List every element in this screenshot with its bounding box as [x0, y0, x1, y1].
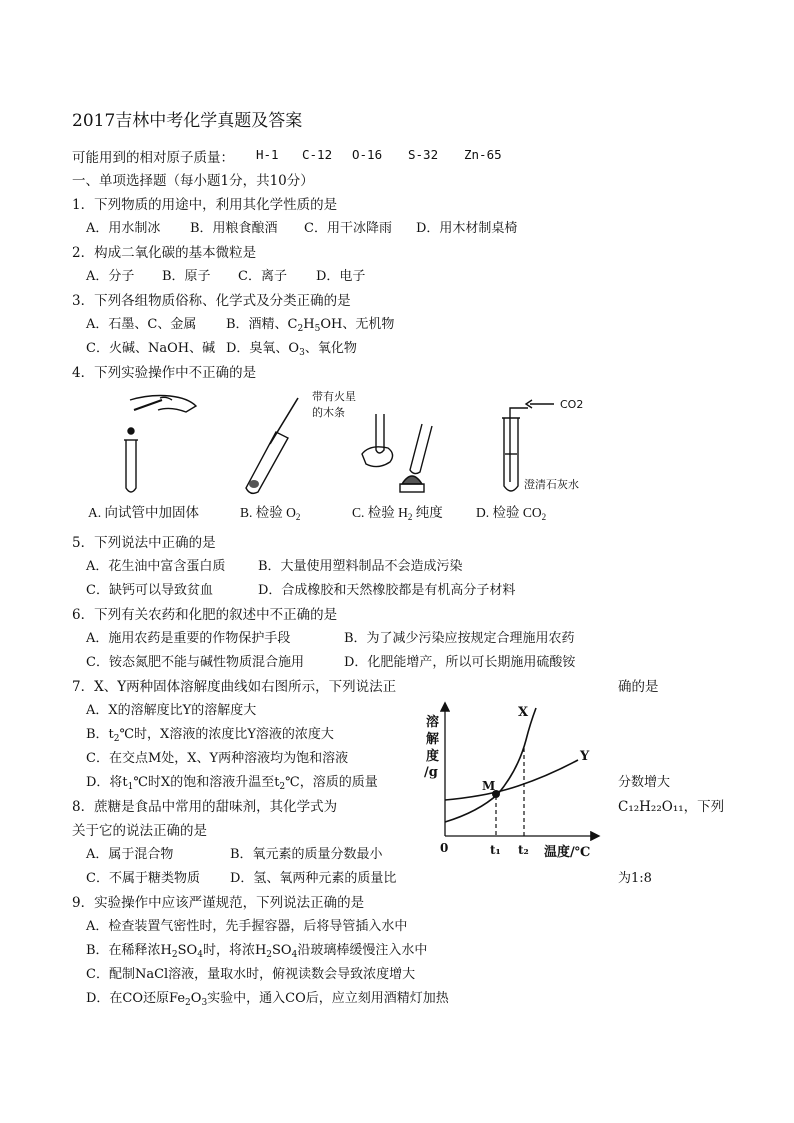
section-heading: 一、单项选择题（每小题1分，共10分） [72, 173, 314, 189]
q3-option-b: B．酒精、$C_2H_5OH$、无机物 [226, 317, 395, 334]
q3-option-d: D．臭氧、$O_3$、氧化物 [226, 341, 357, 358]
graph-origin: 0 [440, 841, 449, 855]
q1-option-b: B．用粮食酿酒 [190, 221, 278, 236]
atomic-mass-c: C-12 [302, 147, 333, 162]
q2-stem: 2．构成二氧化碳的基本微粒是 [72, 245, 257, 261]
page-title: 2017吉林中考化学真题及答案 [72, 111, 303, 131]
q4-caption-c: C. 检验 $H_2$ 纯度 [352, 505, 443, 522]
q4-caption-b: B. 检验 $O_2$ [240, 505, 301, 522]
graph-yunit: /g [424, 765, 438, 780]
graph-ylabel-1: 溶 [426, 715, 440, 730]
figure-c-hydrogen-test [362, 414, 432, 492]
graph-ylabel-3: 度 [426, 749, 440, 764]
q9-option-d: D．在CO还原$Fe_2O_3$实验中，通入CO后，应立刻用酒精灯加热 [86, 991, 449, 1008]
q8-stem-2: 关于它的说法正确的是 [72, 823, 207, 839]
q2-option-c: C．离子 [238, 269, 287, 284]
q9-stem: 9．实验操作中应该严谨规范，下列说法正确的是 [72, 895, 365, 911]
q1-stem: 1．下列物质的用途中，利用其化学性质的是 [72, 197, 338, 213]
tick-t1: t₁ [490, 843, 501, 857]
solubility-graph [418, 696, 604, 866]
figure-a-test-tube [124, 396, 196, 493]
q8-option-c: C．不属于糖类物质 [86, 871, 200, 886]
q8-option-a: A．属于混合物 [86, 847, 174, 862]
q3-option-c: C．火碱、NaOH、碱 [86, 341, 216, 356]
q6-option-d: D．化肥能增产，所以可长期施用硫酸铵 [344, 655, 576, 670]
q3-option-a: A．石墨、C、金属 [86, 317, 197, 332]
q7-option-d-end: 分数增大 [618, 775, 671, 790]
point-m-label: M [482, 779, 496, 793]
q8-option-d-end: 为1:8 [618, 871, 652, 886]
q7-option-d: D．将$t_1℃$时X的饱和溶液升温至$t_2℃$，溶质的质量 [86, 775, 378, 792]
curve-y [445, 760, 578, 800]
q8-stem: 8．蔗糖是食品中常用的甜味剂，其化学式为 [72, 799, 338, 815]
q2-option-a: A．分子 [86, 269, 135, 284]
q9-option-b: B．在稀释浓$H_2SO_4$时，将浓$H_2SO_4$沿玻璃棒缓慢注入水中 [86, 943, 428, 960]
q9-option-a: A．检查装置气密性时，先手握容器，后将导管插入水中 [86, 919, 408, 934]
q4-apparatus-figure [100, 388, 600, 500]
figure-b-label-1: 带有火星 [312, 390, 356, 403]
figure-d-co2-label: CO2 [560, 398, 584, 411]
atomic-mass-h: H-1 [256, 147, 279, 162]
q6-option-c: C．铵态氮肥不能与碱性物质混合施用 [86, 655, 304, 670]
q2-option-d: D．电子 [316, 269, 366, 284]
atomic-mass-o: O-16 [352, 147, 383, 162]
atomic-mass-s: S-32 [408, 147, 439, 162]
q1-option-c: C．用干冰降雨 [304, 221, 392, 236]
graph-xlabel: 温度/℃ [544, 845, 591, 860]
q1-option-d: D．用木材制桌椅 [416, 221, 518, 236]
q5-stem: 5．下列说法中正确的是 [72, 535, 216, 551]
q5-option-a: A．花生油中富含蛋白质 [86, 559, 226, 574]
q6-option-b: B．为了减少污染应按规定合理施用农药 [344, 631, 575, 646]
figure-b-test-tube [246, 398, 298, 493]
q7-stem-end: 确的是 [618, 679, 659, 695]
q7-stem: 7．X、Y两种固体溶解度曲线如右图所示，下列说法正 [72, 679, 397, 695]
q8-formula: C₁₂H₂₂O₁₁，下列 [618, 799, 725, 815]
q5-option-d: D．合成橡胶和天然橡胶都是有机高分子材料 [258, 583, 516, 598]
q3-stem: 3．下列各组物质俗称、化学式及分类正确的是 [72, 293, 351, 309]
q5-option-b: B．大量使用塑料制品不会造成污染 [258, 559, 463, 574]
q6-option-a: A．施用农药是重要的作物保护手段 [86, 631, 291, 646]
curve-x-label: X [518, 705, 529, 720]
q7-option-b: B．$t_2℃$时，X溶液的浓度比Y溶液的浓度大 [86, 727, 334, 744]
atomic-mass-label: 可能用到的相对原子质量： [72, 150, 234, 166]
q4-caption-a: A. 向试管中加固体 [88, 505, 199, 520]
q7-option-a: A．X的溶解度比Y的溶解度大 [86, 703, 257, 718]
atomic-mass-zn: Zn-65 [464, 147, 502, 162]
figure-b-label-2: 的木条 [312, 406, 345, 419]
q8-option-d: D．氢、氧两种元素的质量比 [230, 871, 397, 886]
curve-y-label: Y [580, 749, 590, 764]
q4-caption-d: D. 检验 $CO_2$ [476, 505, 547, 522]
q8-option-b: B．氧元素的质量分数最小 [230, 847, 383, 862]
q9-option-c: C．配制NaCl溶液，量取水时，俯视读数会导致浓度增大 [86, 967, 416, 982]
graph-ylabel-2: 解 [426, 732, 440, 747]
q4-stem: 4．下列实验操作中不正确的是 [72, 365, 257, 381]
q6-stem: 6．下列有关农药和化肥的叙述中不正确的是 [72, 607, 338, 623]
q2-option-b: B．原子 [162, 269, 211, 284]
q1-option-a: A．用水制冰 [86, 221, 161, 236]
q5-option-c: C．缺钙可以导致贫血 [86, 583, 213, 598]
tick-t2: t₂ [518, 843, 529, 857]
q7-option-c: C．在交点M处，X、Y两种溶液均为饱和溶液 [86, 751, 349, 766]
curve-x [445, 708, 536, 822]
figure-d-limewater-label: 澄清石灰水 [524, 478, 579, 491]
